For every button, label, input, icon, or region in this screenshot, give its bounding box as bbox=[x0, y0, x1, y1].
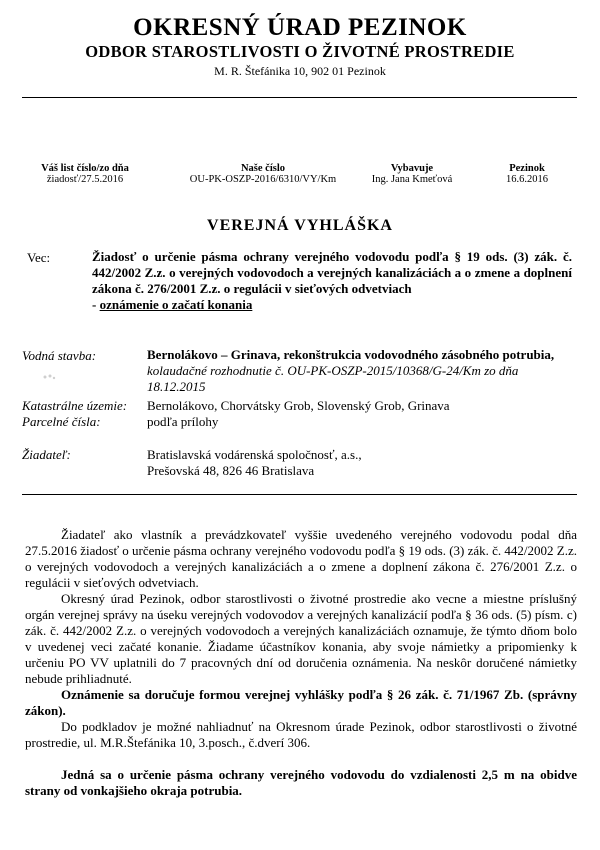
your-letter-value: žiadosť/27.5.2016 bbox=[46, 174, 124, 185]
our-number-block bbox=[163, 163, 363, 185]
subject-text bbox=[92, 249, 572, 313]
applicant-name: Bratislavská vodárenská spoločnosť, a.s., bbox=[147, 447, 362, 462]
handled-by-value: Ing. Jana Kmeťová bbox=[371, 174, 453, 185]
handled-by-block bbox=[357, 163, 467, 185]
handled-by-label: Vybavuje bbox=[390, 163, 434, 174]
paragraph-public-notice: Oznámenie sa doručuje formou verejnej vyhlášky podľa § 26 zák. č. 71/1967 Zb. (správny zákon). bbox=[25, 687, 577, 718]
paragraph-documents: Do podkladov je možné nahliadnuť na Okresnom úrade Pezinok, odbor starostlivosti o životné prostredie, ul. M.R.Štefánika 10, 3.posch., č.dverí 306. bbox=[25, 719, 577, 750]
paragraph-application: Žiadateľ ako vlastník a prevádzkovateľ vyššie uvedeného verejného vodovodu podal dňa 27.5.2016 žiadosť o určenie pásma ochrany verejného vodovodu podľa § 19 ods. (3) zák. č. 442/2002 Z.z. o verejných vodovodoch a verejných kanalizáciách a o zmene a doplnení zákona č. 276/2001 Z.z. o regulácii v sieťových odvetviach. bbox=[25, 527, 577, 590]
subject-label: Vec: bbox=[27, 250, 51, 265]
subject-notice: oznámenie o začatí konania bbox=[99, 297, 253, 312]
paragraph-proceedings: Okresný úrad Pezinok, odbor starostlivosti o životné prostredie ako vecne a miestne príslušný orgán verejnej správy na úseku verejných vodovodov a verejných kanalizácií podľa § 36 ods. (5) písm. c) zák. č. 442/2002 Z.z. o verejných vodovodoch a verejných kanalizáciách oznamuje, že týmto dňom bolo v uvedenej veci začaté konanie. Žiadame účastníkov konania, aby svoje námietky a pripomienky k určeniu PO VV uplatnili do 7 pracovných dní od doručenia oznámenia. Na neskôr doručené námietky nebude prihliadnuté. bbox=[25, 591, 577, 686]
office-address: M. R. Štefánika 10, 902 01 Pezinok bbox=[214, 64, 386, 78]
subject-body: Žiadosť o určenie pásma ochrany verejného vodovodu podľa § 19 ods. (3) zák. č. 442/2002 Z.z. o verejných vodovodoch a verejných kanalizáciách a o zmene a doplnení zákona č. 276/2001 Z.z. o regulácii v sieťových odvetviach bbox=[92, 249, 572, 296]
place-label: Pezinok bbox=[509, 163, 545, 174]
water-structure-value bbox=[147, 347, 577, 395]
applicant-value bbox=[147, 447, 577, 479]
parcel-value: podľa prílohy bbox=[147, 414, 219, 429]
applicant-address: Prešovská 48, 826 46 Bratislava bbox=[147, 463, 315, 478]
our-number-label: Naše číslo bbox=[240, 163, 286, 174]
parcel-label: Parcelné čísla: bbox=[22, 414, 101, 429]
water-structure-label: Vodná stavba: bbox=[22, 348, 97, 363]
details-divider bbox=[22, 494, 577, 495]
office-title: OKRESNÝ ÚRAD PEZINOK bbox=[133, 14, 467, 41]
water-structure-name: Bernolákovo – Grinava, rekonštrukcia vodovodného zásobného potrubia, bbox=[147, 347, 555, 362]
applicant-label: Žiadateľ: bbox=[22, 447, 71, 462]
body-text bbox=[25, 527, 577, 799]
your-letter-label: Váš list číslo/zo dňa bbox=[41, 163, 129, 174]
our-number-value: OU-PK-OSZP-2016/6310/VY/Km bbox=[189, 174, 337, 185]
document-heading: VEREJNÁ VYHLÁŠKA bbox=[207, 217, 393, 234]
header-divider bbox=[22, 97, 577, 98]
subject-dash: - bbox=[92, 297, 100, 312]
department-title: ODBOR STAROSTLIVOSTI O ŽIVOTNÉ PROSTREDIE bbox=[85, 42, 515, 61]
paragraph-protection-zone: Jedná sa o určenie pásma ochrany verejného vodovodu do vzdialenosti 2,5 m na obidve strany od vonkajšieho okraja potrubia. bbox=[25, 767, 577, 798]
cadastral-value: Bernolákovo, Chorvátsky Grob, Slovenský Grob, Grinava bbox=[147, 398, 450, 413]
cadastral-label: Katastrálne územie: bbox=[22, 398, 128, 413]
date-value: 16.6.2016 bbox=[506, 174, 548, 185]
water-structure-decision: kolaudačné rozhodnutie č. OU-PK-OSZP-2015/10368/G-24/Km zo dňa 18.12.2015 bbox=[147, 363, 519, 394]
date-block bbox=[482, 163, 572, 185]
your-letter-block bbox=[30, 163, 140, 185]
faint-mark-icon bbox=[42, 372, 56, 381]
